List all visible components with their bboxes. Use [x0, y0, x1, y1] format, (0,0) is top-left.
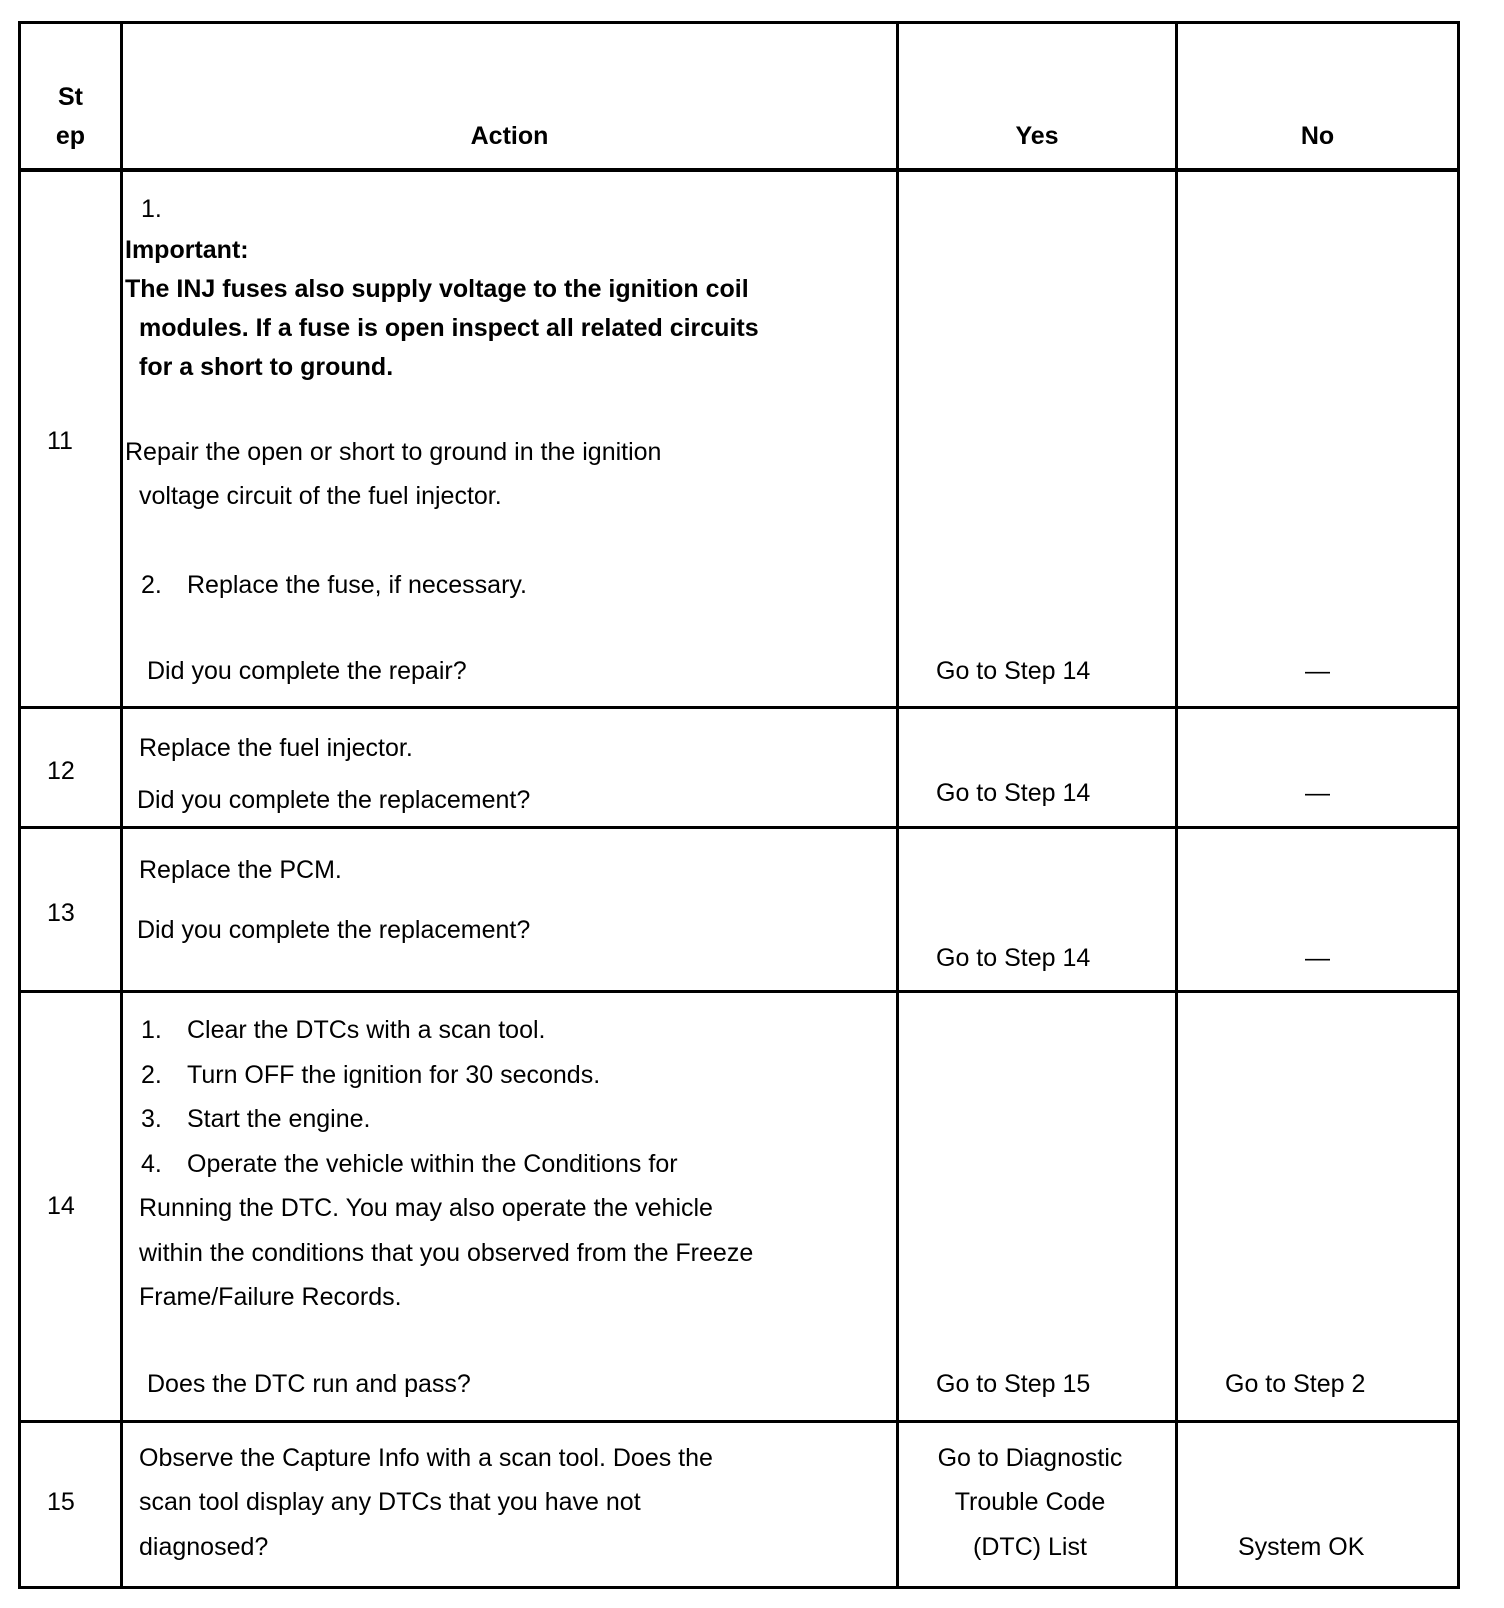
- column-divider-action: [896, 22, 899, 1589]
- important-note-line: The INJ fuses also supply voltage to the ignition coil: [125, 275, 749, 303]
- list-item-text: Turn OFF the ignition for 30 seconds.: [187, 1061, 601, 1089]
- header-action: Action: [470, 122, 549, 150]
- important-note-line: for a short to ground.: [139, 353, 394, 381]
- yes-result: Go to Step 14: [936, 944, 1091, 972]
- no-result: Go to Step 2: [1225, 1370, 1366, 1398]
- repair-instruction-line: voltage circuit of the fuel injector.: [139, 482, 502, 510]
- action-line: Replace the fuel injector.: [139, 734, 413, 762]
- table-border-bottom: [18, 1586, 1460, 1589]
- important-note-line: modules. If a fuse is open inspect all related circuits: [139, 314, 759, 342]
- list-item-number: 1.: [141, 1016, 162, 1044]
- row-divider-12-13: [18, 826, 1460, 829]
- list-item-number: 2.: [141, 1061, 162, 1089]
- row-divider-11-12: [18, 706, 1460, 709]
- step-number: 13: [47, 899, 75, 927]
- column-divider-step: [120, 22, 123, 1589]
- list-item-number: 3.: [141, 1105, 162, 1133]
- no-result: —: [1305, 944, 1330, 972]
- list-item-number: 1.: [141, 195, 162, 223]
- yes-result: Go to Step 14: [936, 657, 1091, 685]
- action-line: scan tool display any DTCs that you have not: [139, 1488, 641, 1516]
- repair-instruction-line: Repair the open or short to ground in the ignition: [125, 438, 662, 466]
- header-divider: [18, 168, 1460, 172]
- yes-result-line: Go to Diagnostic: [937, 1444, 1123, 1472]
- no-result: —: [1305, 779, 1330, 807]
- step-number: 15: [47, 1488, 75, 1516]
- list-item-text: Clear the DTCs with a scan tool.: [187, 1016, 546, 1044]
- list-item-continuation: Running the DTC. You may also operate the vehicle: [139, 1194, 713, 1222]
- row-divider-14-15: [18, 1420, 1460, 1423]
- list-item-number: 2.: [141, 571, 162, 599]
- header-step-line1: St: [58, 83, 83, 111]
- step-question: Did you complete the replacement?: [137, 916, 531, 944]
- list-item-number: 4.: [141, 1150, 162, 1178]
- yes-result-line: (DTC) List: [973, 1533, 1087, 1561]
- important-label: Important:: [125, 236, 249, 264]
- header-yes: Yes: [1015, 122, 1059, 150]
- no-result: System OK: [1238, 1533, 1365, 1561]
- step-number: 12: [47, 757, 75, 785]
- table-border-top: [18, 21, 1460, 24]
- action-line: Observe the Capture Info with a scan tool. Does the: [139, 1444, 713, 1472]
- step-question: Does the DTC run and pass?: [147, 1370, 471, 1398]
- row-divider-13-14: [18, 990, 1460, 993]
- step-number: 11: [47, 427, 73, 455]
- step-number: 14: [47, 1192, 75, 1220]
- header-no: No: [1300, 122, 1335, 150]
- yes-result: Go to Step 14: [936, 779, 1091, 807]
- list-item-continuation: Frame/Failure Records.: [139, 1283, 402, 1311]
- list-item-text: Operate the vehicle within the Conditions for: [187, 1150, 678, 1178]
- step-question: Did you complete the repair?: [147, 657, 467, 685]
- no-result: —: [1305, 657, 1330, 685]
- header-step-line2: ep: [55, 122, 86, 150]
- yes-result: Go to Step 15: [936, 1370, 1091, 1398]
- table-border-left: [18, 22, 21, 1589]
- step-question: Did you complete the replacement?: [137, 786, 531, 814]
- list-item-text: Replace the fuse, if necessary.: [187, 571, 527, 599]
- action-line: diagnosed?: [139, 1533, 269, 1561]
- list-item-text: Start the engine.: [187, 1105, 371, 1133]
- table-border-right: [1457, 22, 1460, 1589]
- list-item-continuation: within the conditions that you observed from the Freeze: [139, 1239, 754, 1267]
- yes-result-line: Trouble Code: [954, 1488, 1106, 1516]
- action-line: Replace the PCM.: [139, 856, 342, 884]
